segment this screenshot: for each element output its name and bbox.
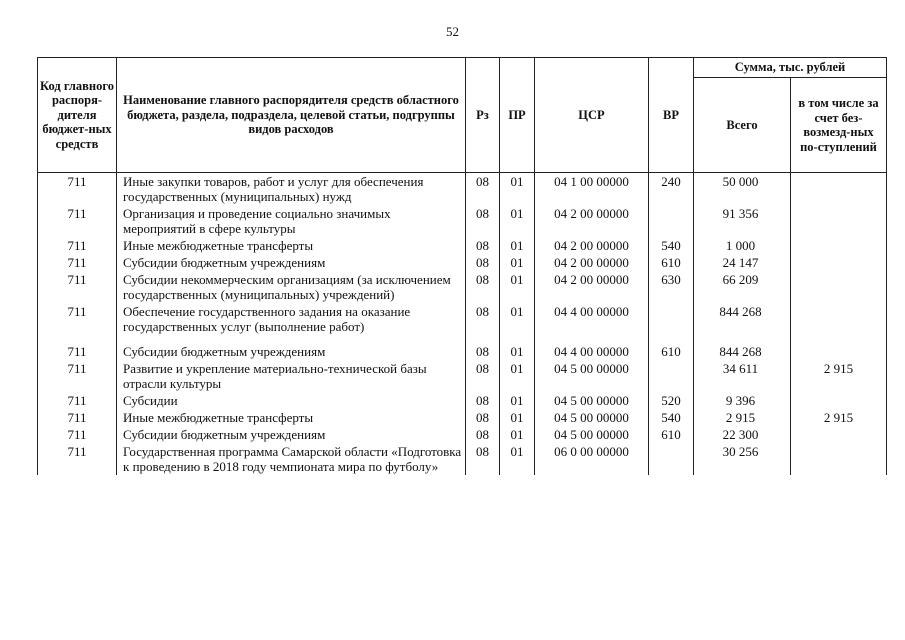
cell-total: 22 300 [694,426,791,443]
cell-vr [649,205,694,237]
cell-gratuitous [791,271,887,303]
cell-code: 711 [38,443,117,475]
cell-pr: 01 [500,254,535,271]
cell-rz: 08 [466,360,500,392]
cell-vr: 540 [649,237,694,254]
cell-total: 844 268 [694,303,791,335]
cell-gratuitous [791,173,887,206]
cell-gratuitous [791,205,887,237]
cell-gratuitous [791,343,887,360]
table-row [38,254,887,271]
cell-name: Субсидии бюджетным учреждениям [117,254,466,271]
cell-total: 1 000 [694,237,791,254]
cell-code: 711 [38,360,117,392]
cell-csr: 04 5 00 00000 [535,392,649,409]
cell-total: 2 915 [694,409,791,426]
cell-vr: 630 [649,271,694,303]
header-gratuitous: в том числе за счет без-возмезд-ных по-ступлений [791,78,887,173]
cell-pr: 01 [500,173,535,206]
cell-csr: 04 1 00 00000 [535,173,649,206]
cell-code: 711 [38,409,117,426]
cell-rz: 08 [466,254,500,271]
cell-rz: 08 [466,303,500,335]
cell-pr: 01 [500,360,535,392]
table-row [38,343,887,360]
cell-vr: 610 [649,254,694,271]
cell-pr: 01 [500,237,535,254]
cell-name: Субсидии некоммерческим организациям (за исключением государственных (муниципальных) учреждений) [117,271,466,303]
table-row [38,426,887,443]
header-csr: ЦСР [535,58,649,173]
cell-gratuitous [791,392,887,409]
cell-total: 34 611 [694,360,791,392]
cell-code: 711 [38,426,117,443]
cell-code: 711 [38,173,117,206]
header-code: Код главного распоря-дителя бюджет-ных средств [38,58,117,173]
cell-name: Развитие и укрепление материально-технической базы отрасли культуры [117,360,466,392]
cell-rz: 08 [466,271,500,303]
cell-rz: 08 [466,392,500,409]
cell-name: Обеспечение государственного задания на оказание государственных услуг (выполнение работ) [117,303,466,335]
cell-pr: 01 [500,271,535,303]
cell-total: 24 147 [694,254,791,271]
cell-vr: 240 [649,173,694,206]
cell-rz: 08 [466,443,500,475]
cell-vr [649,443,694,475]
cell-total: 844 268 [694,343,791,360]
cell-vr [649,360,694,392]
cell-name: Субсидии [117,392,466,409]
cell-name: Государственная программа Самарской области «Подготовка к проведению в 2018 году чемпионата мира по футболу» [117,443,466,475]
header-pr: ПР [500,58,535,173]
cell-total: 50 000 [694,173,791,206]
cell-csr: 04 2 00 00000 [535,271,649,303]
budget-table [37,57,887,475]
cell-name: Организация и проведение социально значимых мероприятий в сфере культуры [117,205,466,237]
cell-rz: 08 [466,237,500,254]
cell-gratuitous [791,443,887,475]
cell-vr: 610 [649,343,694,360]
cell-code: 711 [38,254,117,271]
cell-name: Иные межбюджетные трансферты [117,237,466,254]
header-name: Наименование главного распорядителя средств областного бюджета, раздела, подраздела, целевой статьи, подгруппы видов расходов [117,58,466,173]
header-vr: ВР [649,58,694,173]
cell-code: 711 [38,303,117,335]
cell-code: 711 [38,343,117,360]
cell-total: 9 396 [694,392,791,409]
cell-name: Иные закупки товаров, работ и услуг для обеспечения государственных (муниципальных) нужд [117,173,466,206]
cell-pr: 01 [500,205,535,237]
table-row [38,303,887,335]
cell-csr: 06 0 00 00000 [535,443,649,475]
cell-total: 66 209 [694,271,791,303]
cell-csr: 04 5 00 00000 [535,409,649,426]
cell-vr: 520 [649,392,694,409]
header-total: Всего [694,78,791,173]
cell-gratuitous [791,254,887,271]
table-row [38,360,887,392]
cell-pr: 01 [500,343,535,360]
cell-pr: 01 [500,392,535,409]
cell-gratuitous [791,237,887,254]
header-sum: Сумма, тыс. рублей [694,58,887,78]
cell-code: 711 [38,392,117,409]
row-spacer [38,335,887,343]
cell-rz: 08 [466,426,500,443]
cell-total: 91 356 [694,205,791,237]
table-row [38,392,887,409]
cell-pr: 01 [500,303,535,335]
cell-pr: 01 [500,443,535,475]
cell-vr: 610 [649,426,694,443]
cell-csr: 04 5 00 00000 [535,426,649,443]
cell-gratuitous: 2 915 [791,409,887,426]
table-row [38,205,887,237]
cell-pr: 01 [500,426,535,443]
cell-csr: 04 2 00 00000 [535,205,649,237]
cell-code: 711 [38,205,117,237]
cell-rz: 08 [466,343,500,360]
table-row [38,237,887,254]
cell-csr: 04 4 00 00000 [535,303,649,335]
cell-csr: 04 5 00 00000 [535,360,649,392]
cell-name: Субсидии бюджетным учреждениям [117,343,466,360]
cell-code: 711 [38,237,117,254]
cell-csr: 04 4 00 00000 [535,343,649,360]
cell-name: Иные межбюджетные трансферты [117,409,466,426]
page-number: 52 [446,24,459,39]
cell-code: 711 [38,271,117,303]
cell-total: 30 256 [694,443,791,475]
table-row [38,443,887,475]
table-row [38,173,887,206]
cell-vr [649,303,694,335]
cell-name: Субсидии бюджетным учреждениям [117,426,466,443]
cell-rz: 08 [466,173,500,206]
cell-vr: 540 [649,409,694,426]
table-row [38,271,887,303]
cell-gratuitous [791,303,887,335]
cell-gratuitous [791,426,887,443]
table-row [38,409,887,426]
cell-pr: 01 [500,409,535,426]
cell-rz: 08 [466,205,500,237]
cell-csr: 04 2 00 00000 [535,237,649,254]
header-rz: Рз [466,58,500,173]
cell-rz: 08 [466,409,500,426]
cell-csr: 04 2 00 00000 [535,254,649,271]
cell-gratuitous: 2 915 [791,360,887,392]
